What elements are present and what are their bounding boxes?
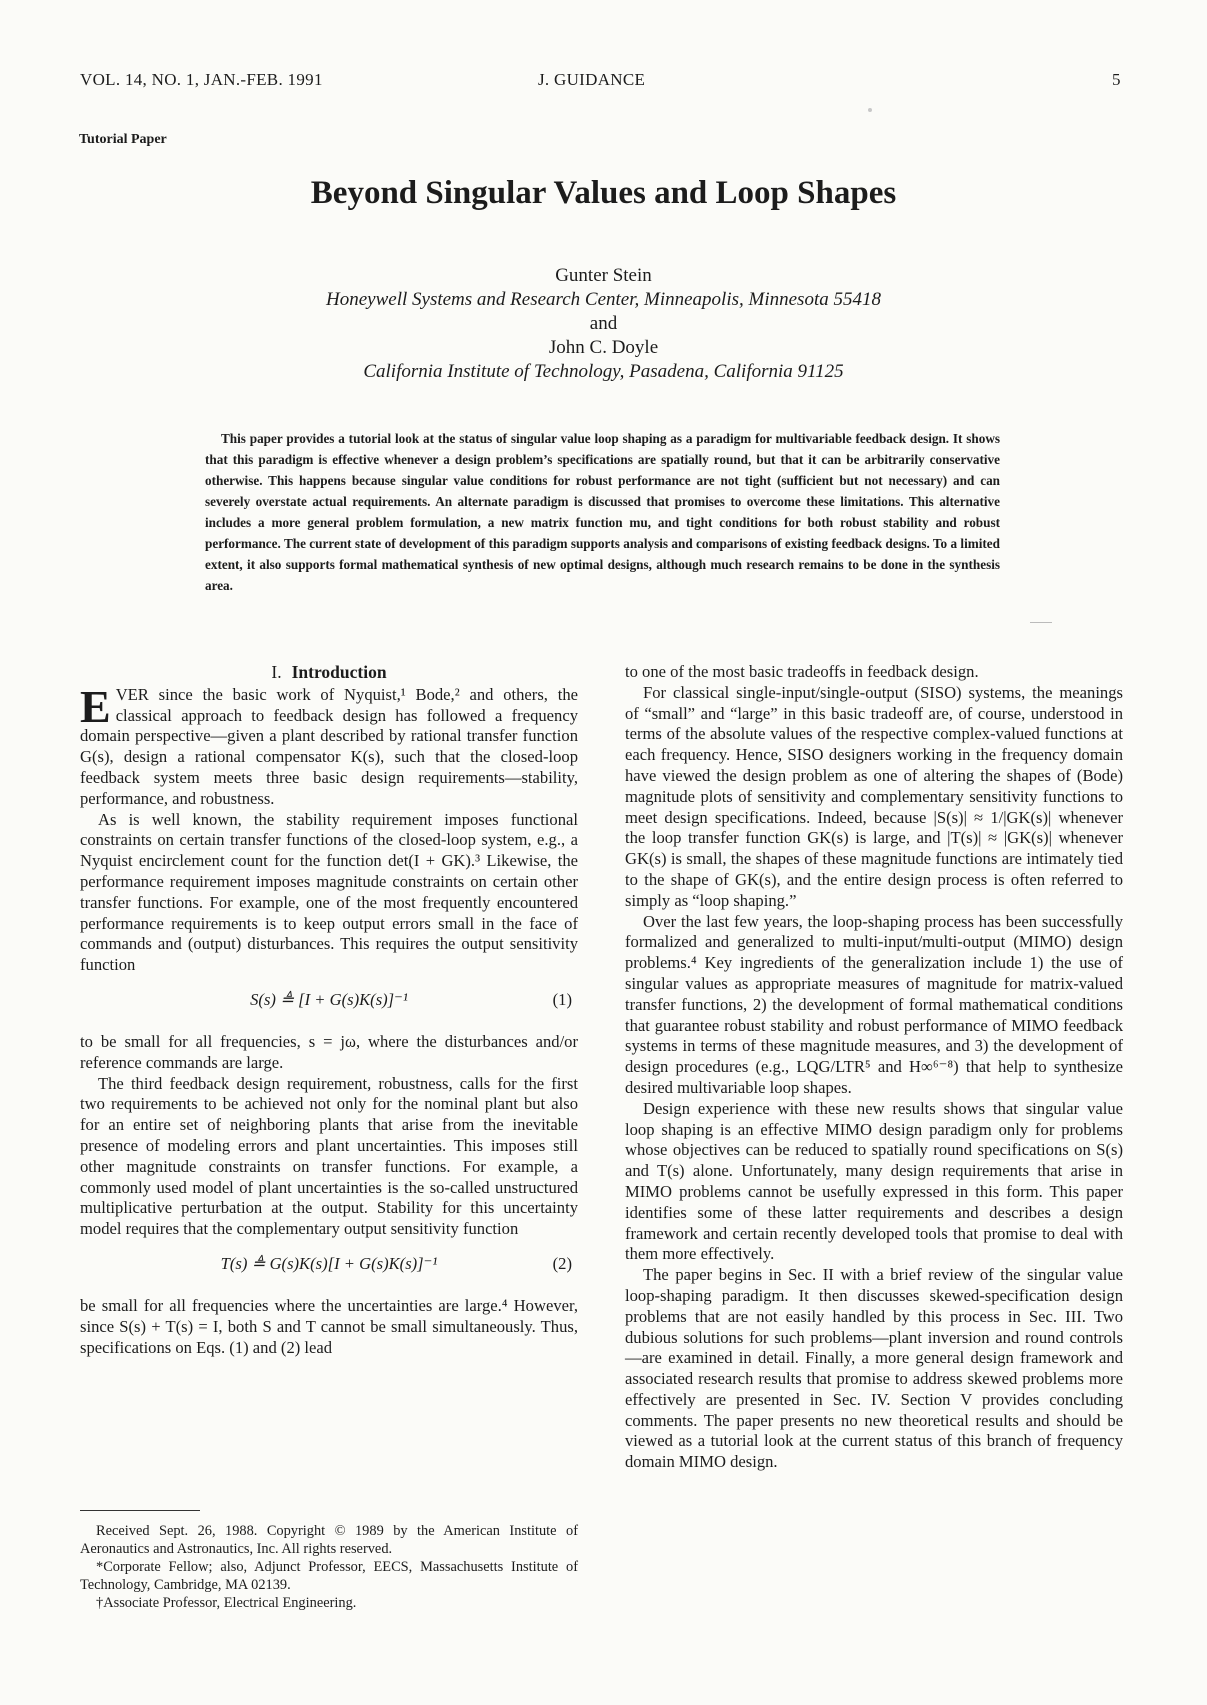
paragraph: For classical single-input/single-output (SISO) systems, the meanings of “small” and “large” in this basic tradeoff are, of course, understood in terms of the absolute values of the respective complex-valued functions at each frequency. Hence, SISO designers working in the frequency domain have viewed the design problem as one of altering the shapes of (Bode) magnitude plots of sensitivity and complementary sensitivity functions to meet design specifications. Indeed, because |S(s)| ≈ 1/|GK(s)| whenever the loop transfer function GK(s) is large, and |T(s)| ≈ |GK(s)| whenever GK(s) is small, the shapes of these magnitude functions are intimately tied to the shape of GK(s), and the entire design process is often referred to simply as “loop shaping.” [625,682,1123,910]
paragraph: As is well known, the stability requirement imposes functional constraints on certain transfer functions of the closed-loop system, e.g., a Nyquist encirclement count for the function det(I + GK).³ Likewise, the performance requirement imposes magnitude constraints on certain other transfer functions. For example, one of the most frequently encountered performance requirements is to keep output errors small in the face of commands and (output) disturbances. This requires the output sensitivity function [80,809,578,975]
footnote-received: Received Sept. 26, 1988. Copyright © 1989 by the American Institute of Aeronautics and Astronautics, Inc. All rights reserved. [80,1523,578,1557]
drop-cap: E [80,680,111,732]
paragraph: Over the last few years, the loop-shaping process has been successfully formalized and generalized to multi-input/multi-output (MIMO) design problems.⁴ Key ingredients of the generalization include 1) the use of singular values as appropriate measures of magnitude for matrix-valued transfer functions, 2) the development of formal mathematical conditions that guarantee robust stability and robust performance of MIMO feedback systems in terms of these magnitude measures, and 3) the development of design procedures (e.g., LQG/LTR⁵ and H∞⁶⁻⁸) that help to synthesize desired multivariable loop shapes. [625,911,1123,1097]
paragraph: to be small for all frequencies, s = jω, where the disturbances and/or reference commands are large. [80,1031,578,1072]
author-affiliation: California Institute of Technology, Pasadena, California 91125 [363,361,844,382]
paragraph: The third feedback design requirement, robustness, calls for the first two requirements to be achieved not only for the nominal plant but also for an entire set of neighboring plants that arise from the inevitable presence of modeling errors and plant uncertainties. This imposes still other magnitude constraints on transfer functions. For example, a commonly used model of plant uncertainties is the so-called unstructured multiplicative perturbation at the output. Stability for this uncertainty model requires that the complementary output sensitivity function [80,1073,578,1239]
equation-expression: T(s) ≜ G(s)K(s)[I + G(s)K(s)]⁻¹ [220,1253,438,1273]
page-number: 5 [1112,70,1121,89]
equation-expression: S(s) ≜ [I + G(s)K(s)]⁻¹ [250,989,408,1009]
paragraph [80,680,578,810]
scan-mark [1030,622,1052,623]
paragraph: to one of the most basic tradeoffs in feedback design. [625,662,979,681]
author-affiliation: Honeywell Systems and Research Center, Minneapolis, Minnesota 55418 [326,289,881,310]
paragraph-text: VER since the basic work of Nyquist,¹ Bode,² and others, the classical approach to feedback design has followed a frequency domain perspective—given a plant described by rational transfer function G(s), design a rational compensator K(s), such that the closed-loop feedback system meets three basic design requirements—stability, performance, and robustness. [80,684,578,808]
author-name: Gunter Stein [555,265,652,286]
right-column [625,662,1123,1473]
footnotes [80,1522,578,1612]
author-conjunction: and [589,313,618,334]
paragraph: be small for all frequencies where the uncertainties are large.⁴ However, since S(s) + T(s) = I, both S and T cannot be small simultaneously. Thus, specifications on Eqs. (1) and (2) lead [80,1295,578,1357]
section-title: Introduction [291,662,387,682]
footnote: *Corporate Fellow; also, Adjunct Professor, EECS, Massachusetts Institute of Technology, Cambridge, MA 02139. [80,1559,578,1593]
paragraph: Design experience with these new results shows that singular value loop shaping is an effective MIMO design paradigm only for problems whose objectives can be reduced to spatially round specifications on S(s) and T(s) alone. Unfortunately, many design requirements that arise in MIMO problems cannot be usefully expressed in this form. This paper identifies some of these latter requirements and describes a design framework and certain recently developed tools that promise to deal with them more effectively. [625,1098,1123,1264]
scan-speck [868,108,872,112]
equation-number: (2) [552,1253,572,1273]
author-block [0,264,1207,384]
section-heading [80,662,578,683]
abstract: This paper provides a tutorial look at the status of singular value loop shaping as a paradigm for multivariable feedback design. It shows that this paradigm is effective whenever a design problem’s specifications are spatially round, but that it can be arbitrarily conservative otherwise. This happens because singular value conditions for robust performance are not tight (sufficient but not necessary) and can severely overstate actual requirements. An alternate paradigm is discussed that promises to overcome these limitations. This alternative includes a more general problem formulation, a new matrix function mu, and tight conditions for both robust stability and robust performance. The current state of development of this paradigm supports analysis and comparisons of existing feedback designs. To a limited extent, it also supports formal mathematical synthesis of new optimal designs, although much research remains to be done in the synthesis area. [205,431,1000,593]
equation-number: (1) [552,989,572,1009]
section-number: I. [271,662,282,682]
equation-1 [80,990,578,1018]
author-name: John C. Doyle [548,337,659,358]
paragraph: The paper begins in Sec. II with a brief review of the singular value loop-shaping paradigm. It then discusses skewed-specification design problems that are not easily handled by this process in Sec. III. Two dubious solutions for such problems—plant inversion and round controls—are examined in detail. Finally, a more general design framework and associated research results that promise to address skewed problems more effectively are presented in Sec. IV. Section V provides concluding comments. The paper presents no new theoretical results and should be viewed as a tutorial look at the current status of this branch of frequency domain MIMO design. [625,1265,1123,1472]
footnote-rule [80,1510,200,1511]
paper-type-label: Tutorial Paper [79,132,167,147]
paper-title: Beyond Singular Values and Loop Shapes [310,175,897,211]
journal-volume: VOL. 14, NO. 1, JAN.-FEB. 1991 [80,70,323,89]
equation-2 [80,1254,578,1282]
left-column [80,662,578,1358]
footnote: †Associate Professor, Electrical Engineering. [96,1595,357,1611]
journal-name: J. GUIDANCE [538,70,646,89]
